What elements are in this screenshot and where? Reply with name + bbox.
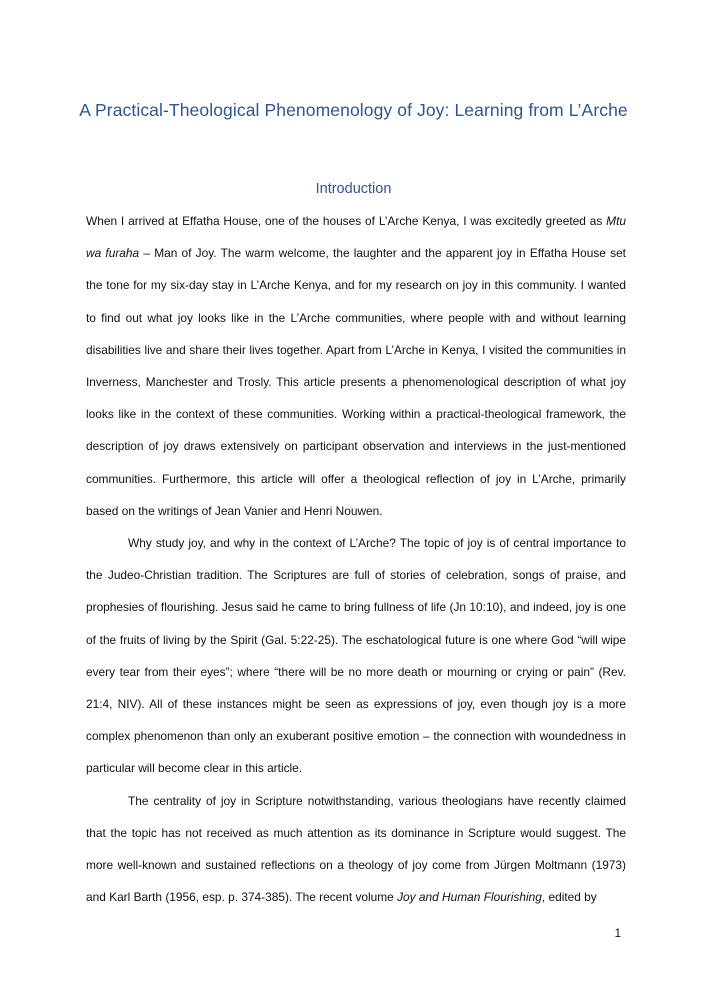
paragraph-3 [86,785,626,914]
paragraph-text: Why study joy, and why in the context of L’Arche? The topic of joy is of central importance to the Judeo-Christian tradition. The Scriptures are full of stories of celebration, songs of praise, and prophesies of flourishing. Jesus said he came to bring fullness of life (Jn 10:10), and indeed, joy is one of the fruits of living by the Spirit (Gal. 5:22-25). The eschatological future is one where God “will wipe every tear from their eyes”; where “there will be no more death or mourning or crying or pain” (Rev. 21:4, NIV). All of these instances might be seen as expressions of joy, even though joy is a more complex phenomenon than only an exuberant positive emotion – the connection with woundedness in particular will become clear in this article. [86,536,626,776]
body-text [86,205,626,913]
section-heading: Introduction [315,181,392,197]
document-title: A Practical-Theological Phenomenology of Joy: Learning from L’Arche [79,100,628,120]
paragraph-2 [86,527,626,785]
paragraph-1 [86,205,626,527]
paragraph-text: The centrality of joy in Scripture notwithstanding, various theologians have recently claimed that the topic has not received as much attention as its dominance in Scripture would suggest. The more well-known and sustained reflections on a theology of joy come from Jürgen Moltmann (1973) and Karl Barth (1956, esp. p. 374-385). The recent volume [86,793,626,905]
paragraph-text: , edited by [541,890,597,905]
paragraph-text: – Man of Joy. The warm welcome, the laughter and the apparent joy in Effatha House set the tone for my six-day stay in L’Arche Kenya, and for my research on joy in this community. I wanted to find out what joy looks like in the L’Arche communities, where people with and without learning disabilities live and share their lives together. Apart from L’Arche in Kenya, I visited the communities in Inverness, Manchester and Trosly. This article presents a phenomenological description of what joy looks like in the context of these communities. Working within a practical-theological framework, the description of joy draws extensively on participant observation and interviews in the just-mentioned communities. Furthermore, this article will offer a theological reflection of joy in L’Arche, primarily based on the writings of Jean Vanier and Henri Nouwen. [86,246,626,518]
emphasis-text: Mtu wa furaha [86,214,626,261]
emphasis-text: Joy and Human Flourishing [397,890,542,905]
paragraph-text: When I arrived at Effatha House, one of the houses of L’Arche Kenya, I was excitedly greeted as [86,214,607,228]
page-number: 1 [614,928,621,940]
